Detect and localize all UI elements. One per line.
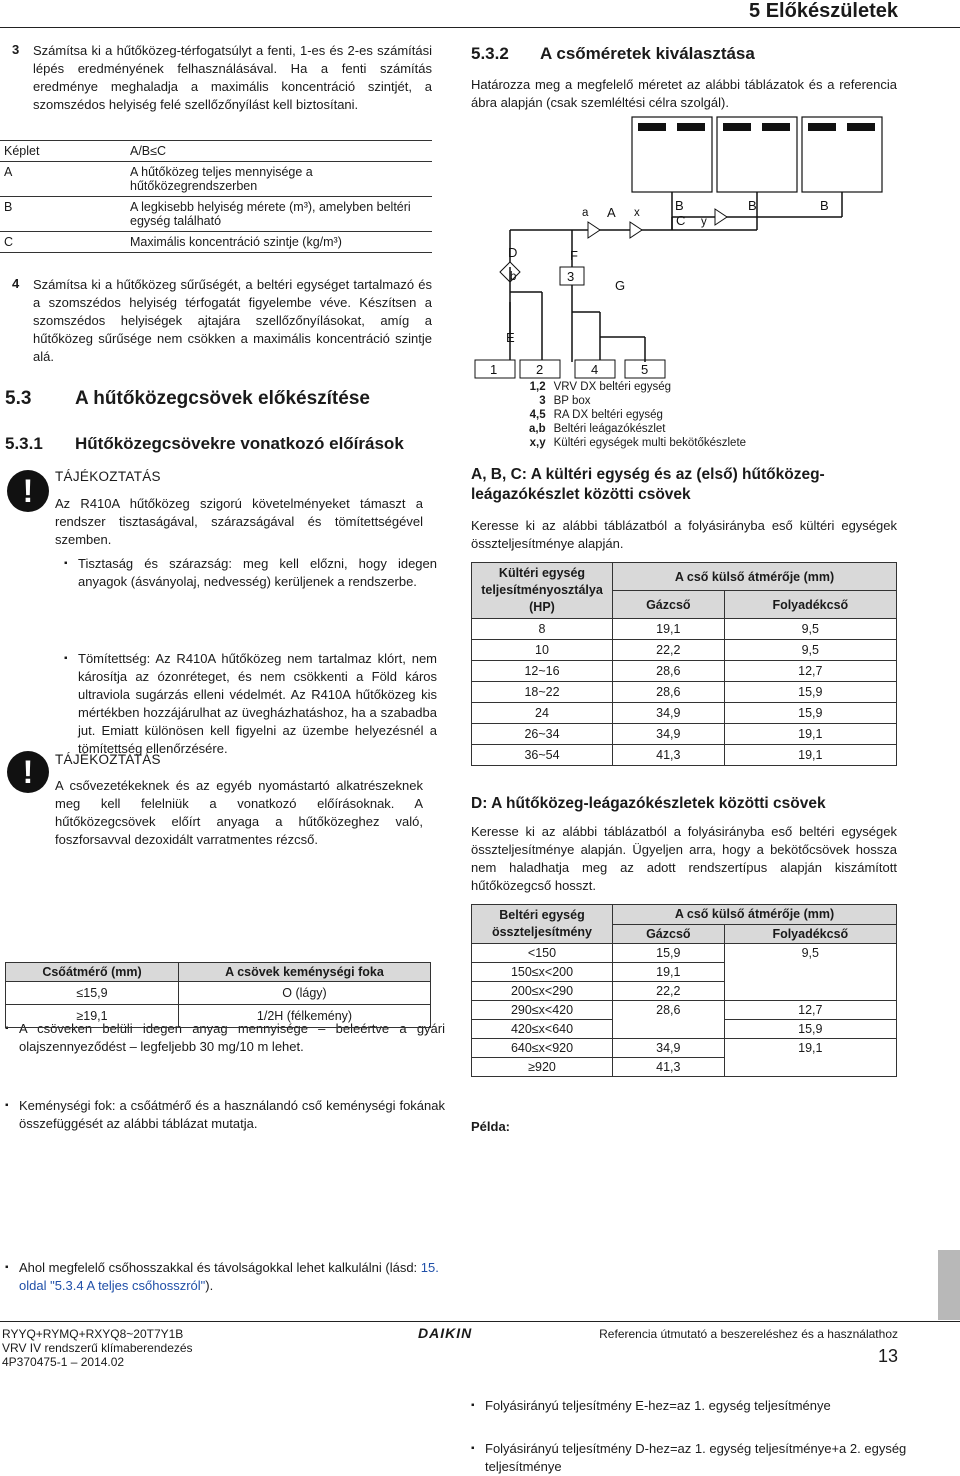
table-cell: 28,6 <box>613 1001 725 1039</box>
abc-heading: A, B, C: A kültéri egység és az (első) hűtőközeg-leágazókészlet közötti csövek <box>471 466 825 503</box>
note-1-heading: TÁJÉKOZTATÁS <box>55 469 161 484</box>
example-title: Példa: <box>471 1119 511 1134</box>
table-cell: 19,1 <box>724 724 896 745</box>
abc-text: Keresse ki az alábbi táblázatból a folyásirányba eső kültéri egységek összteljesítménye alapján. <box>471 518 897 551</box>
indoor-unit-label: 2 <box>536 362 544 377</box>
diagram-label-C: C <box>676 213 686 228</box>
table-row <box>472 724 897 745</box>
section-5-3-2-text: Határozza meg a megfelelő méretet az alábbi táblázatok és a referencia ábra alapján (csak szemléltési célra szolgál). <box>471 77 897 110</box>
chapter-title: 5 Előkészületek <box>749 0 898 22</box>
footer-rule <box>0 1321 960 1322</box>
table-row <box>472 640 897 661</box>
note-2-text: A csővezetékeknek és az egyéb nyomástartó alkatrészeknek meg kell felelniük a vonatkozó előírásoknak. A hűtőközegcsövek előírt anyaga a hűtőközeghez való, foszforsavval dezoxidált varratmentes rézcső. <box>55 778 423 847</box>
legend-value: Beltéri leágazókészlet <box>553 423 666 435</box>
table-cell: 28,6 <box>613 661 725 682</box>
section-5-3-title: A hűtőközegcsövek előkészítése <box>75 388 370 409</box>
bullet-text: ). <box>205 1278 214 1293</box>
step-3-text: Számítsa ki a hűtőközeg-térfogatsúlyt a fenti, 1-es és 2-es számítási lépés eredményének felhasználásával. Ha a fenti számítás eredménye meghaladja a maximális koncentráció szintjét, a szomszédos helyiség felé szellőzőnyílást kell biztosítani. <box>33 43 432 112</box>
formula-key: A <box>0 162 126 197</box>
table-cell: ≤15,9 <box>6 982 179 1005</box>
bullet-text: Ahol megfelelő csőhosszakkal és távolságokkal lehet kalkulálni (lásd: <box>19 1260 421 1275</box>
table-header: Beltéri egység összteljesítmény <box>472 905 613 944</box>
table-header: Kültéri egység teljesítményosztálya (HP) <box>472 563 613 619</box>
multi-connection-kit-icon <box>630 222 642 238</box>
legend-value: VRV DX beltéri egység <box>553 381 672 393</box>
table-header: A cső külső átmérője (mm) <box>613 563 897 591</box>
table-cell: 18~22 <box>472 682 613 703</box>
legend-value: RA DX beltéri egység <box>553 409 663 421</box>
footer-left <box>2 1327 193 1369</box>
diagram-label-a: a <box>582 207 589 219</box>
indoor-unit-label: 4 <box>591 362 599 377</box>
outdoor-pipe-table <box>471 562 897 766</box>
page-number: 13 <box>877 1346 898 1366</box>
indoor-unit-label: 5 <box>641 362 649 377</box>
table-row <box>6 1005 431 1028</box>
diagram-label-E: E <box>506 330 515 345</box>
diagram-label-y: y <box>701 216 707 228</box>
hardness-table <box>5 962 431 1028</box>
table-row <box>472 1001 897 1020</box>
table-header: A cső külső átmérője (mm) <box>613 905 897 925</box>
diagram-label-F: F <box>570 248 578 263</box>
table-cell: 15,9 <box>724 703 896 724</box>
formula-header-label: Képlet <box>0 141 126 162</box>
table-cell: 1/2H (félkemény) <box>179 1005 431 1028</box>
diagram-label-D: D <box>508 245 518 260</box>
table-cell: 22,2 <box>613 982 725 1001</box>
table-header: Gázcső <box>613 591 725 619</box>
section-5-3-1-number: 5.3.1 <box>5 434 43 453</box>
formula-key: B <box>0 197 126 232</box>
table-cell: 22,2 <box>613 640 725 661</box>
section-5-3-number: 5.3 <box>5 388 32 409</box>
table-cell: 12~16 <box>472 661 613 682</box>
legend-key: 1,2 <box>529 381 546 393</box>
header-rule <box>0 27 960 28</box>
table-cell: 290≤x<420 <box>472 1001 613 1020</box>
table-row <box>472 703 897 724</box>
table-cell: O (lágy) <box>179 982 431 1005</box>
table-row <box>472 1039 897 1058</box>
bullet-item: ▪ Keménységi fok: a csőátmérő és a használandó cső keménységi fokának összefüggését az alábbi táblázat mutatja. <box>5 1097 445 1133</box>
example-bullet: ▪ Folyásirányú teljesítmény D-hez=az 1. egység teljesítménye+a 2. egység teljesítménye <box>471 1440 911 1476</box>
step-3 <box>12 42 432 114</box>
formula-table <box>0 140 432 253</box>
table-cell: 34,9 <box>613 1039 725 1058</box>
footer-docnum: 4P370475-1 – 2014.02 <box>2 1355 125 1369</box>
table-cell: 15,9 <box>724 682 896 703</box>
table-cell: 41,3 <box>613 1058 725 1077</box>
table-cell: 41,3 <box>613 745 725 766</box>
table-row <box>472 944 897 963</box>
d-heading: D: A hűtőközeg-leágazókészletek közötti csövek <box>471 795 826 812</box>
table-cell: ≥19,1 <box>6 1005 179 1028</box>
multi-connection-kit-icon <box>715 209 727 225</box>
legend-value: Kültéri egységek multi bekötőkészlete <box>553 437 747 449</box>
diagram-label-A: A <box>607 205 616 220</box>
table-cell: <150 <box>472 944 613 963</box>
table-cell: 200≤x<290 <box>472 982 613 1001</box>
table-cell: 12,7 <box>724 1001 896 1020</box>
table-cell: 34,9 <box>613 724 725 745</box>
table-cell: 640≤x<920 <box>472 1039 613 1058</box>
table-row <box>6 982 431 1005</box>
table-cell: 24 <box>472 703 613 724</box>
diagram-label-3: 3 <box>567 269 575 284</box>
legend-key: 3 <box>539 395 546 407</box>
table-cell: 9,5 <box>724 619 896 640</box>
indoor-unit-label: 1 <box>490 362 498 377</box>
legend-row <box>525 408 750 422</box>
table-cell: 34,9 <box>613 703 725 724</box>
step-4 <box>12 276 432 366</box>
table-cell: 9,5 <box>724 944 896 1001</box>
table-cell: 15,9 <box>613 944 725 963</box>
page-reference-link[interactable]: 15. oldal "5.3.4 A teljes csőhosszról" <box>19 1260 439 1293</box>
footer-guide: Referencia útmutató a beszereléshez és a használathoz <box>599 1327 898 1341</box>
step-4-number: 4 <box>12 276 20 291</box>
footer-system: VRV IV rendszerű klímaberendezés <box>2 1341 193 1355</box>
table-row <box>472 745 897 766</box>
table-cell: 420≤x<640 <box>472 1020 613 1039</box>
warning-icon: ! <box>7 470 49 512</box>
indoor-pipe-table <box>471 904 897 1077</box>
table-row <box>472 661 897 682</box>
diagram-label-B: B <box>748 198 757 213</box>
table-cell: 36~54 <box>472 745 613 766</box>
diagram-label-G: G <box>615 278 626 293</box>
table-header: Folyadékcső <box>724 924 896 944</box>
step-3-number: 3 <box>12 42 20 57</box>
table-header: Csőátmérő (mm) <box>6 963 179 982</box>
d-text: Keresse ki az alábbi táblázatból a folyásirányba eső beltéri egységek összteljesítménye alapján. Ügyeljen arra, hogy a bekötőcsövek hossza nem haladhatja meg az adott rendszertípus alapján kiszámított hűtőközegcső hosszt. <box>471 824 897 893</box>
refnet-joint-icon <box>588 222 600 238</box>
section-5-3-1-title: Hűtőközegcsövekre vonatkozó előírások <box>75 434 404 453</box>
bullet-item <box>5 1259 445 1295</box>
table-header: Folyadékcső <box>724 591 896 619</box>
table-cell: ≥920 <box>472 1058 613 1077</box>
legend-key: a,b <box>529 423 546 435</box>
legend-row <box>525 394 750 408</box>
table-cell: 19,1 <box>724 1039 896 1077</box>
example-bullet: ▪ Folyásirányú teljesítmény E-hez=az 1. egység teljesítménye <box>471 1397 911 1415</box>
legend-row <box>525 380 750 394</box>
diagram-label-x: x <box>634 207 640 219</box>
note-2-heading: TÁJÉKOZTATÁS <box>55 752 161 767</box>
table-header: A csövek keménységi foka <box>179 963 431 982</box>
table-header: Gázcső <box>613 924 725 944</box>
table-cell: 19,1 <box>724 745 896 766</box>
legend-value: BP box <box>553 395 591 407</box>
diagram-label-b: b <box>510 271 517 283</box>
table-cell: 9,5 <box>724 640 896 661</box>
legend-key: 4,5 <box>529 409 546 421</box>
diagram-label-B: B <box>820 198 829 213</box>
formula-desc: A hűtőközeg teljes mennyisége a hűtőközegrendszerben <box>126 162 432 197</box>
table-row <box>472 682 897 703</box>
formula-expression: A/B≤C <box>126 141 432 162</box>
table-cell: 26~34 <box>472 724 613 745</box>
table-cell: 15,9 <box>724 1020 896 1039</box>
formula-desc: A legkisebb helyiség mérete (m³), amelyben beltéri egység található <box>126 197 432 232</box>
footer-model: RYYQ+RYMQ+RXYQ8~20T7Y1B <box>2 1327 184 1341</box>
table-row <box>472 619 897 640</box>
diagram-label-B: B <box>675 198 684 213</box>
note-1-bullet: ▪ Tisztaság és szárazság: meg kell előzni, hogy idegen anyagok (ásványolaj, nedvesség) kerüljenek a rendszerbe. <box>64 555 437 591</box>
daikin-logo: DAIKIN <box>418 1325 473 1341</box>
table-cell: 150≤x<200 <box>472 963 613 982</box>
section-5-3-2-title: A csőméretek kiválasztása <box>540 44 755 63</box>
legend-row <box>525 422 750 436</box>
note-1-bullet: ▪ Tömítettség: Az R410A hűtőközeg nem tartalmaz klórt, nem károsítja az ózonréteget, és nem csökkenti a Föld káros ultraviola sugárzás elleni védelmét. Az R410A hűtőközeg kis mértékben hozzájárulhat az üvegházhatáshoz, ha a szabadba jut. Emiatt különösen kell figyelni az üzembe helyezésnél a tömítettség ellenőrzésére. <box>64 650 437 758</box>
bullet-item: ▪ A csöveken belüli idegen anyag mennyisége – beleértve a gyári olajszennyeződést – legfeljebb 30 mg/10 m lehet. <box>5 1020 445 1056</box>
table-cell: 8 <box>472 619 613 640</box>
legend-key: x,y <box>529 437 546 449</box>
formula-desc: Maximális koncentráció szintje (kg/m³) <box>126 232 432 253</box>
section-5-3-2-number: 5.3.2 <box>471 44 509 63</box>
step-4-text: Számítsa ki a hűtőközeg sűrűségét, a beltéri egységet tartalmazó és a szomszédos helyiség térfogatát figyelembe véve. Készítsen a szomszédos helyiségek ajtajára szellőzőnyílásokat, amíg a hűtőközeg sűrűsége nem csökken a maximális koncentráció szintje alá. <box>33 277 432 364</box>
table-cell: 19,1 <box>613 619 725 640</box>
legend-row <box>525 436 750 450</box>
note-1-text: Az R410A hűtőközeg szigorú követelményeket támaszt a rendszer tisztaságával, szárazságával és tömítettségével szemben. <box>55 496 423 547</box>
table-cell: 19,1 <box>613 963 725 982</box>
page-tab-marker <box>938 1250 960 1320</box>
diagram-legend <box>525 380 750 450</box>
table-cell: 10 <box>472 640 613 661</box>
formula-key: C <box>0 232 126 253</box>
warning-icon: ! <box>7 751 49 793</box>
table-cell: 28,6 <box>613 682 725 703</box>
table-cell: 12,7 <box>724 661 896 682</box>
